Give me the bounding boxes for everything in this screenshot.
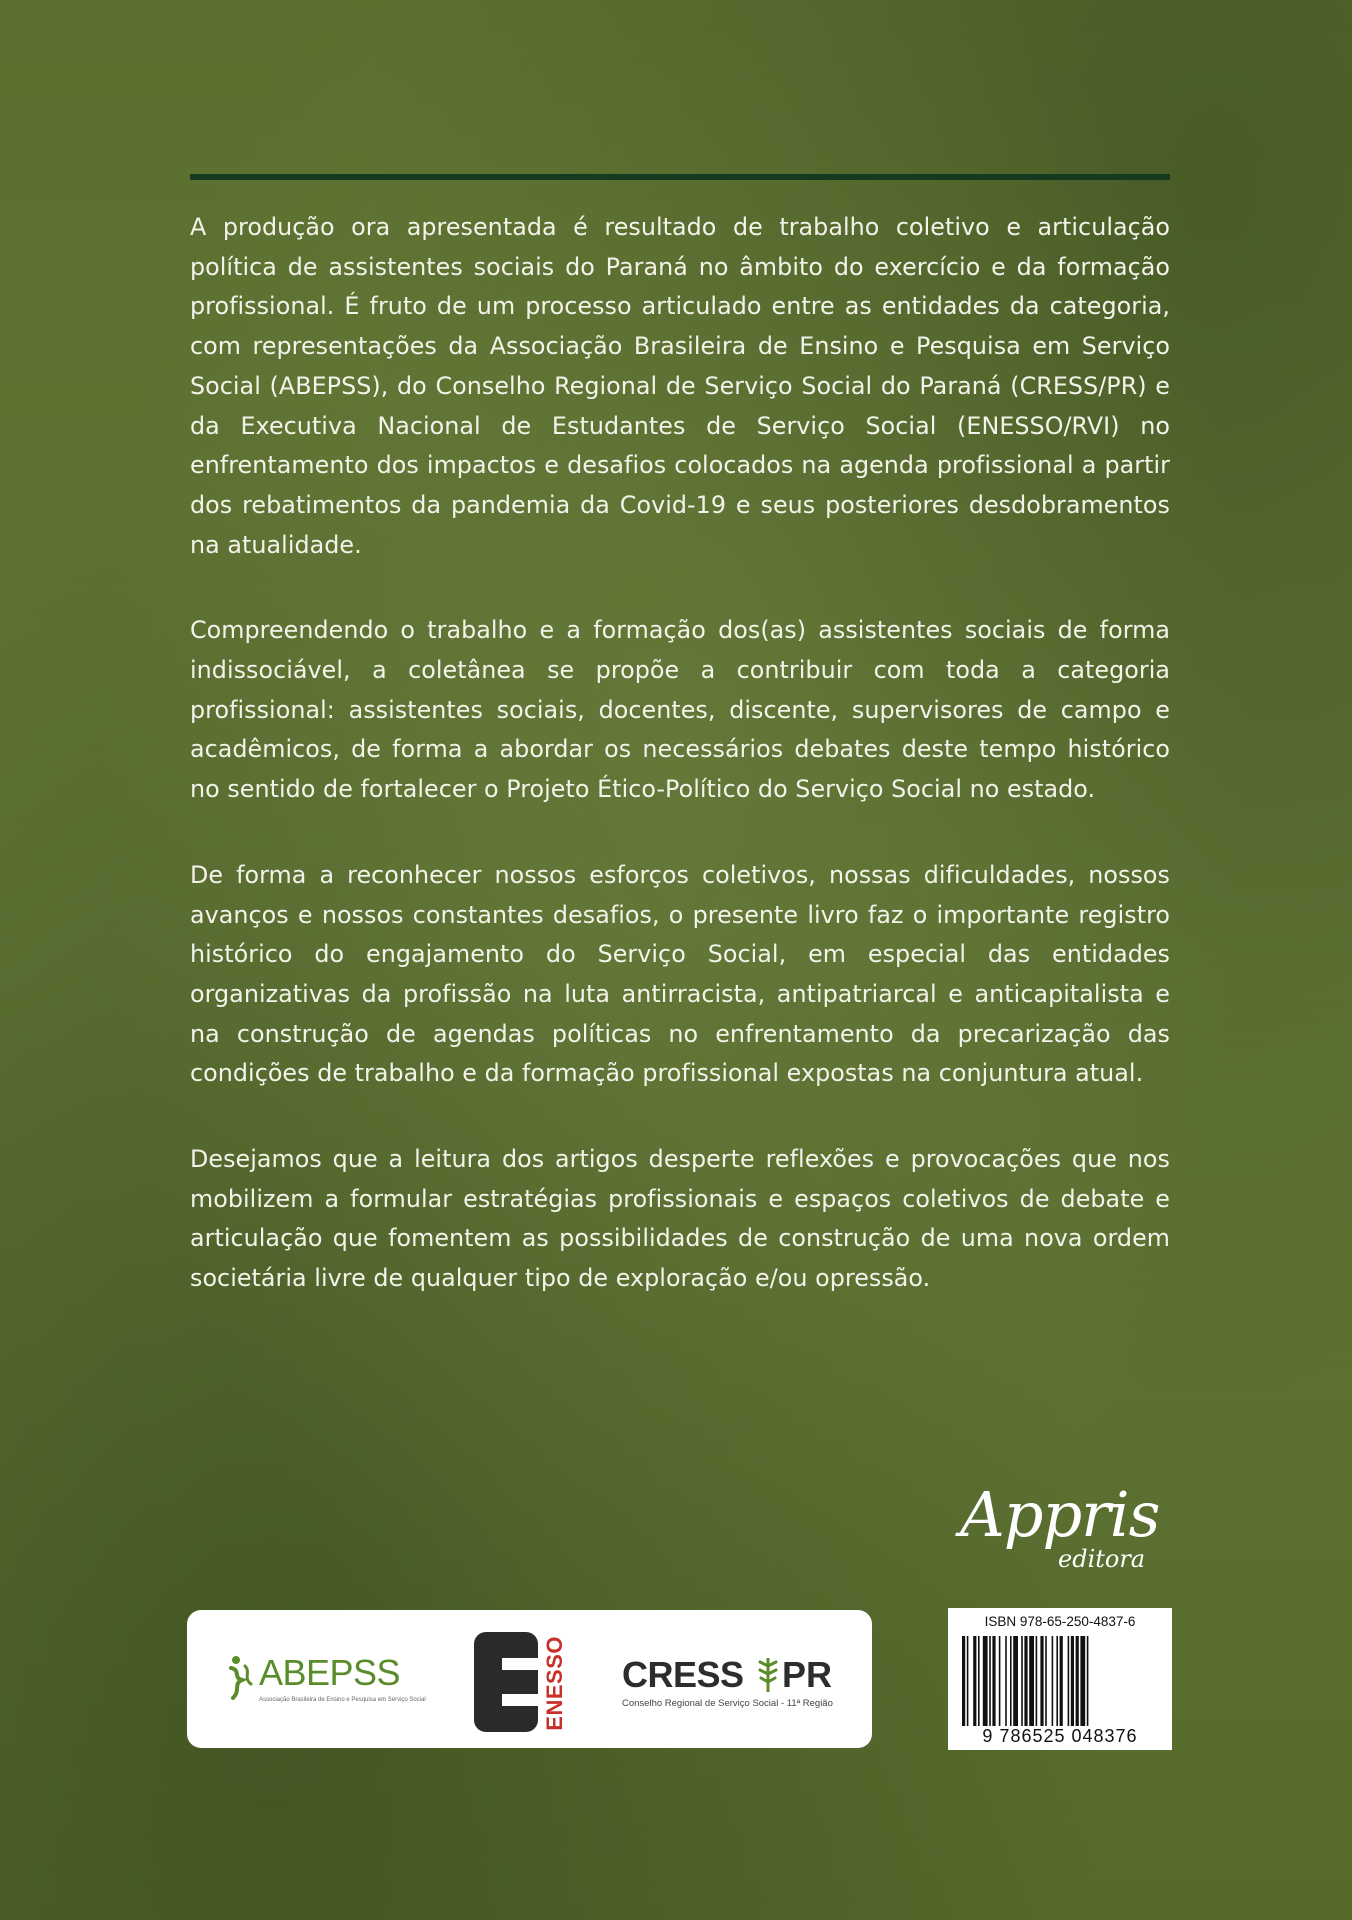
enesso-logo	[472, 1628, 577, 1736]
isbn-digits: 9 786525 048376	[982, 1726, 1138, 1746]
pine-branch-icon	[756, 1656, 780, 1694]
publisher-sub: editora	[1058, 1545, 1146, 1573]
isbn-label: ISBN 978-65-250-4837-6	[984, 1614, 1136, 1629]
paragraph-2: Compreendendo o trabalho e a formação dos(as) assistentes sociais de forma indissociável, a coletânea se propõe a contribuir com toda a categoria profissional: assistentes sociais, docentes, discente, supervisores de campo e acadêmicos, de forma a abordar os necessários debates deste tempo histórico no sentido de fortalecer o Projeto Ético-Político do Serviço Social no estado.	[190, 616, 1170, 804]
paragraph-3: De forma a reconhecer nossos esforços coletivos, nossas dificuldades, nossos avanços e nossos constantes desafios, o presente livro faz o importante registro histórico do engajamento do Serviço Social, em especial das entidades organizativas da profissão na luta antirracista, antipatriarcal e anticapitalista e na construção de agendas políticas no enfrentamento da precarização das condições de trabalho e da formação profissional expostas na conjuntura atual.	[190, 860, 1170, 1088]
cress-state: PR	[782, 1654, 833, 1695]
top-divider	[190, 174, 1170, 180]
isbn-barcode-box	[948, 1608, 1172, 1750]
partner-logos-panel	[187, 1610, 872, 1748]
paragraph-4: Desejamos que a leitura dos artigos desperte reflexões e provocações que nos mobilizem a formular estratégias profissionais e espaços coletivos de debate e articulação que fomentem as possibilidades de construção de uma nova ordem societária livre de qualquer tipo de exploração e/ou opressão.	[190, 1145, 1170, 1293]
cress-name: CRESS	[622, 1654, 744, 1695]
abepss-subtitle: Associação Brasileira de Ensino e Pesquisa em Serviço Social	[259, 1697, 426, 1703]
back-cover-text	[190, 208, 1170, 1345]
cress-subtitle: Conselho Regional de Serviço Social - 11ª Região	[622, 1698, 833, 1709]
abepss-name: ABEPSS	[259, 1652, 401, 1693]
enesso-name: ENESSO	[542, 1636, 567, 1731]
cress-pr-logo	[622, 1654, 857, 1714]
paragraph-1: A produção ora apresentada é resultado de trabalho coletivo e articulação política de assistentes sociais do Paraná no âmbito do exercício e da formação profissional. É fruto de um processo articulado entre as entidades da categoria, com representações da Associação Brasileira de Ensino e Pesquisa em Serviço Social (ABEPSS), do Conselho Regional de Serviço Social do Paraná (CRESS/PR) e da Executiva Nacional de Estudantes de Serviço Social (ENESSO/RVI) no enfrentamento dos impactos e desafios colocados na agenda profissional a partir dos rebatimentos da pandemia da Covid-19 e seus posteriores desdobramentos na atualidade.	[190, 213, 1170, 559]
publisher-logo	[960, 1478, 1175, 1588]
barcode-graphic	[962, 1636, 1162, 1726]
publisher-name: Appris	[960, 1478, 1160, 1551]
abepss-figure-icon	[227, 1654, 257, 1704]
abepss-logo	[227, 1652, 426, 1712]
